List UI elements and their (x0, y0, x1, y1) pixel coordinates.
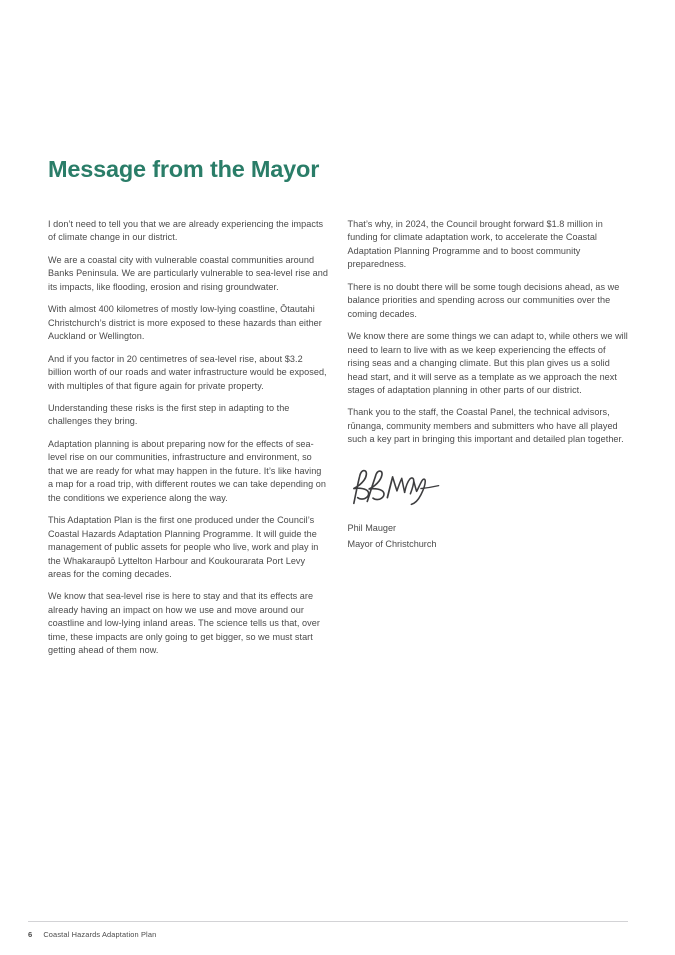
paragraph: Adaptation planning is about preparing now for the effects of sea-level rise on our communities, infrastructure and environment, so that we are ready for what may happen in the future. It’s like having a map for a road trip, with different routes we can take depending on the conditions we experience along the way. (48, 438, 326, 503)
footer-divider (28, 921, 628, 922)
paragraph: That’s why, in 2024, the Council brought forward $1.8 million in funding for climate adaptation work, to accelerate the Coastal Adaptation Planning Programme and to boost community preparedness. (347, 219, 603, 270)
footer-page-number: 6 (28, 930, 33, 939)
paragraph: We are a coastal city with vulnerable coastal communities around Banks Peninsula. We are particularly vulnerable to sea-level rise and its impacts, like flooding, erosion and rising groundwater. (48, 254, 328, 292)
paragraph: And if you factor in 20 centimetres of sea-level rise, about $3.2 billion worth of our roads and water infrastructure would be exposed, with multiples of that figure again for private property. (48, 353, 327, 391)
body-columns (48, 218, 628, 658)
left-column (48, 218, 329, 658)
signatory-role: Mayor of Christchurch (347, 539, 437, 550)
signature-block (348, 466, 629, 552)
page-footer (28, 930, 156, 939)
paragraph: There is no doubt there will be some tough decisions ahead, as we balance priorities and spending across our communities over the coming decades. (347, 281, 620, 319)
paragraph: We know that sea-level rise is here to stay and that its effects are already having an impact on how we use and move around our coastline and low-lying inland areas. The science tells us that, over time, these impacts are only going to get bigger, so we must start getting ahead of them now. (48, 591, 320, 656)
paragraph: Thank you to the staff, the Coastal Panel, the technical advisors, rūnanga, community members and submitters who have all played such a key part in bringing this important and detailed plan together. (347, 407, 624, 445)
footer-document-title: Coastal Hazards Adaptation Plan (43, 930, 157, 939)
paragraph: This Adaptation Plan is the first one produced under the Council’s Coastal Hazards Adaptation Planning Programme. It will guide the management of public assets for people who live, work and play in the Whakaraupō Lyttelton Harbour and Koukourarata Port Levy areas for the coming decades. (48, 515, 319, 579)
paragraph: Understanding these risks is the first step in adapting to the challenges they bring. (48, 402, 290, 427)
paragraph: I don’t need to tell you that we are already experiencing the impacts of climate change in our district. (48, 219, 324, 243)
page-title: Message from the Mayor (48, 155, 320, 182)
paragraph: With almost 400 kilometres of mostly low-lying coastline, Ōtautahi Christchurch’s district is more exposed to these hazards than either Auckland or Wellington. (48, 304, 322, 342)
paragraph: We know there are some things we can adapt to, while others we will need to learn to live with as we keep experiencing the effects of rising seas and a changing climate. But this plan gives us a solid head start, and it will serve as a template as we approach the next stages of adaptation planning in other parts of our district. (347, 331, 628, 395)
right-column (348, 218, 629, 658)
signatory-name: Phil Mauger (347, 522, 397, 533)
handwritten-signature-icon (348, 466, 444, 512)
